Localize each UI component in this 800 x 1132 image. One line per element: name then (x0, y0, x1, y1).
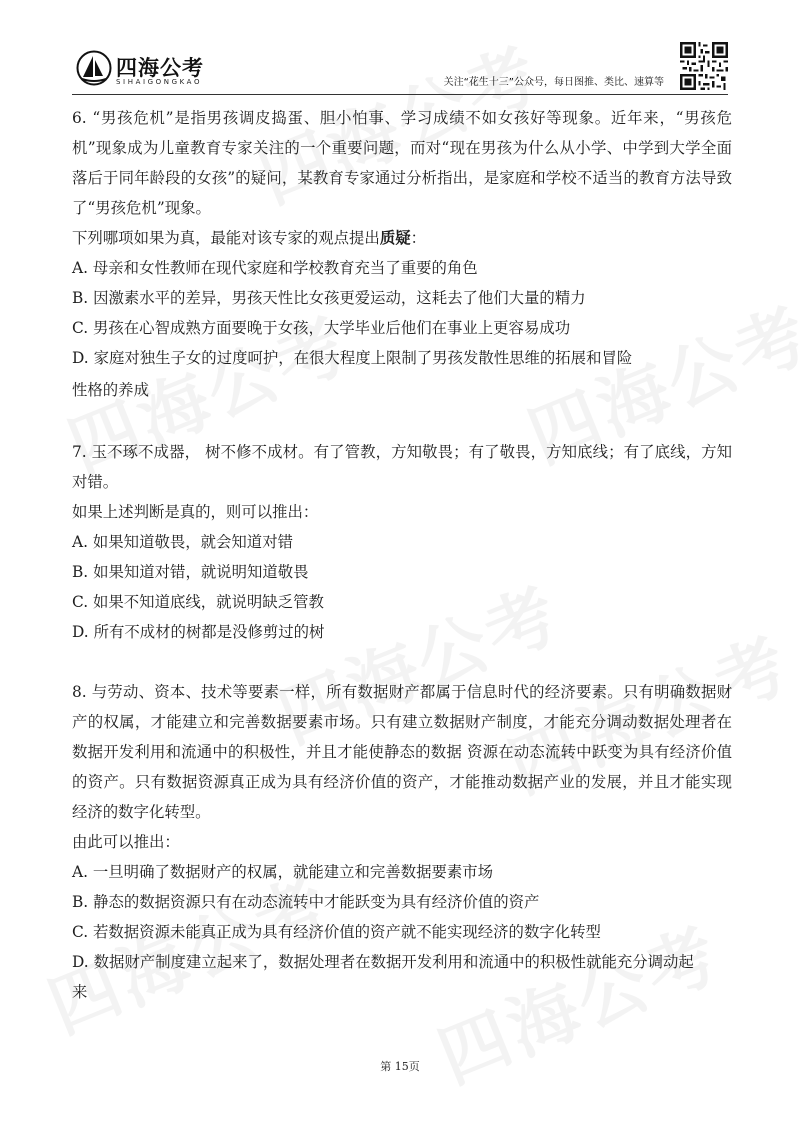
option-b: B. 因激素水平的差异，男孩天性比女孩更爱运动，这耗去了他们大量的精力 (72, 289, 586, 307)
question-prompt: 由此可以推出： (72, 833, 180, 851)
option-a: A. 母亲和女性教师在现代家庭和学校教育充当了重要的角色 (72, 259, 478, 277)
page-number: 第 15页 (380, 1060, 420, 1073)
question-7 (72, 437, 732, 647)
option-d: D. 家庭对独生子女的过度呵护，在很大程度上限制了男孩发散性思维的拓展和冒险 (72, 349, 633, 367)
option-d-continued: 性格的养成 (72, 381, 149, 399)
prompt-punctuation: ： (410, 229, 427, 247)
question-stem: 8. 与劳动、资本、技术等要素一样，所有数据财产都属于信息时代的经济要素。只有明确数据财产的权属，才能建立和完善数据要素市场。只有建立数据财产制度，才能充分调动数据处理者在数据开发利用和流通中的积极性，并且才能使静态的数据 资源在动态流转中跃变为具有经济价值的资产。只有数据资源真正成为具有经济价值的资产，才能推动数据产业的发展，并且才能实现经济的数字化转型。 (72, 683, 732, 821)
spacer (72, 647, 732, 677)
brand-name: 四海公考 (116, 56, 204, 80)
question-8 (72, 677, 732, 1007)
header-divider (72, 94, 728, 95)
sailboat-logo-icon (76, 50, 112, 86)
brand-subtitle: SIHAIGONGKAO (116, 78, 203, 86)
option-a: A. 一旦明确了数据财产的权属，就能建立和完善数据要素市场 (72, 863, 494, 881)
question-list (72, 103, 732, 1007)
spacer (72, 405, 732, 437)
option-c: C. 男孩在心智成熟方面要晚于女孩，大学毕业后他们在事业上更容易成功 (72, 319, 571, 337)
header-note: 关注“花生十三”公众号，每日图推、类比、速算等 (443, 77, 664, 88)
prompt-text: 下列哪项如果为真，最能对该专家的观点提出 (72, 229, 380, 247)
question-stem: 7. 玉不琢不成器， 树不修不成材。有了管教，方知敬畏；有了敬畏，方知底线；有了底线，方知对错。 (72, 443, 732, 491)
option-b: B. 静态的数据资源只有在动态流转中才能跃变为具有经济价值的资产 (72, 893, 540, 911)
option-d: D. 数据财产制度建立起来了，数据处理者在数据开发利用和流通中的积极性就能充分调动起 (72, 953, 694, 971)
page-header (72, 40, 728, 96)
question-prompt (72, 223, 732, 253)
question-prompt: 如果上述判断是真的，则可以推出： (72, 503, 319, 521)
option-b: B. 如果知道对错，就说明知道敬畏 (72, 563, 309, 581)
prompt-emphasis: 质疑 (379, 229, 411, 247)
option-d: D. 所有不成材的树都是没修剪过的树 (72, 623, 325, 641)
option-c: C. 若数据资源未能真正成为具有经济价值的资产就不能实现经济的数字化转型 (72, 923, 601, 941)
option-c: C. 如果不知道底线，就说明缺乏管教 (72, 593, 324, 611)
option-d-continued: 来 (72, 983, 88, 1001)
qr-code-icon (680, 42, 728, 90)
question-stem: 6. “男孩危机”是指男孩调皮捣蛋、胆小怕事、学习成绩不如女孩好等现象。近年来，“男孩危机”现象成为儿童教育专家关注的一个重要问题，而对“现在男孩为什么从小学、中学到大学全面落后于同年龄段的女孩”的疑问，某教育专家通过分析指出，是家庭和学校不适当的教育方法导致了“男孩危机”现象。 (72, 109, 732, 217)
question-6 (72, 103, 732, 405)
option-a: A. 如果知道敬畏，就会知道对错 (72, 533, 293, 551)
